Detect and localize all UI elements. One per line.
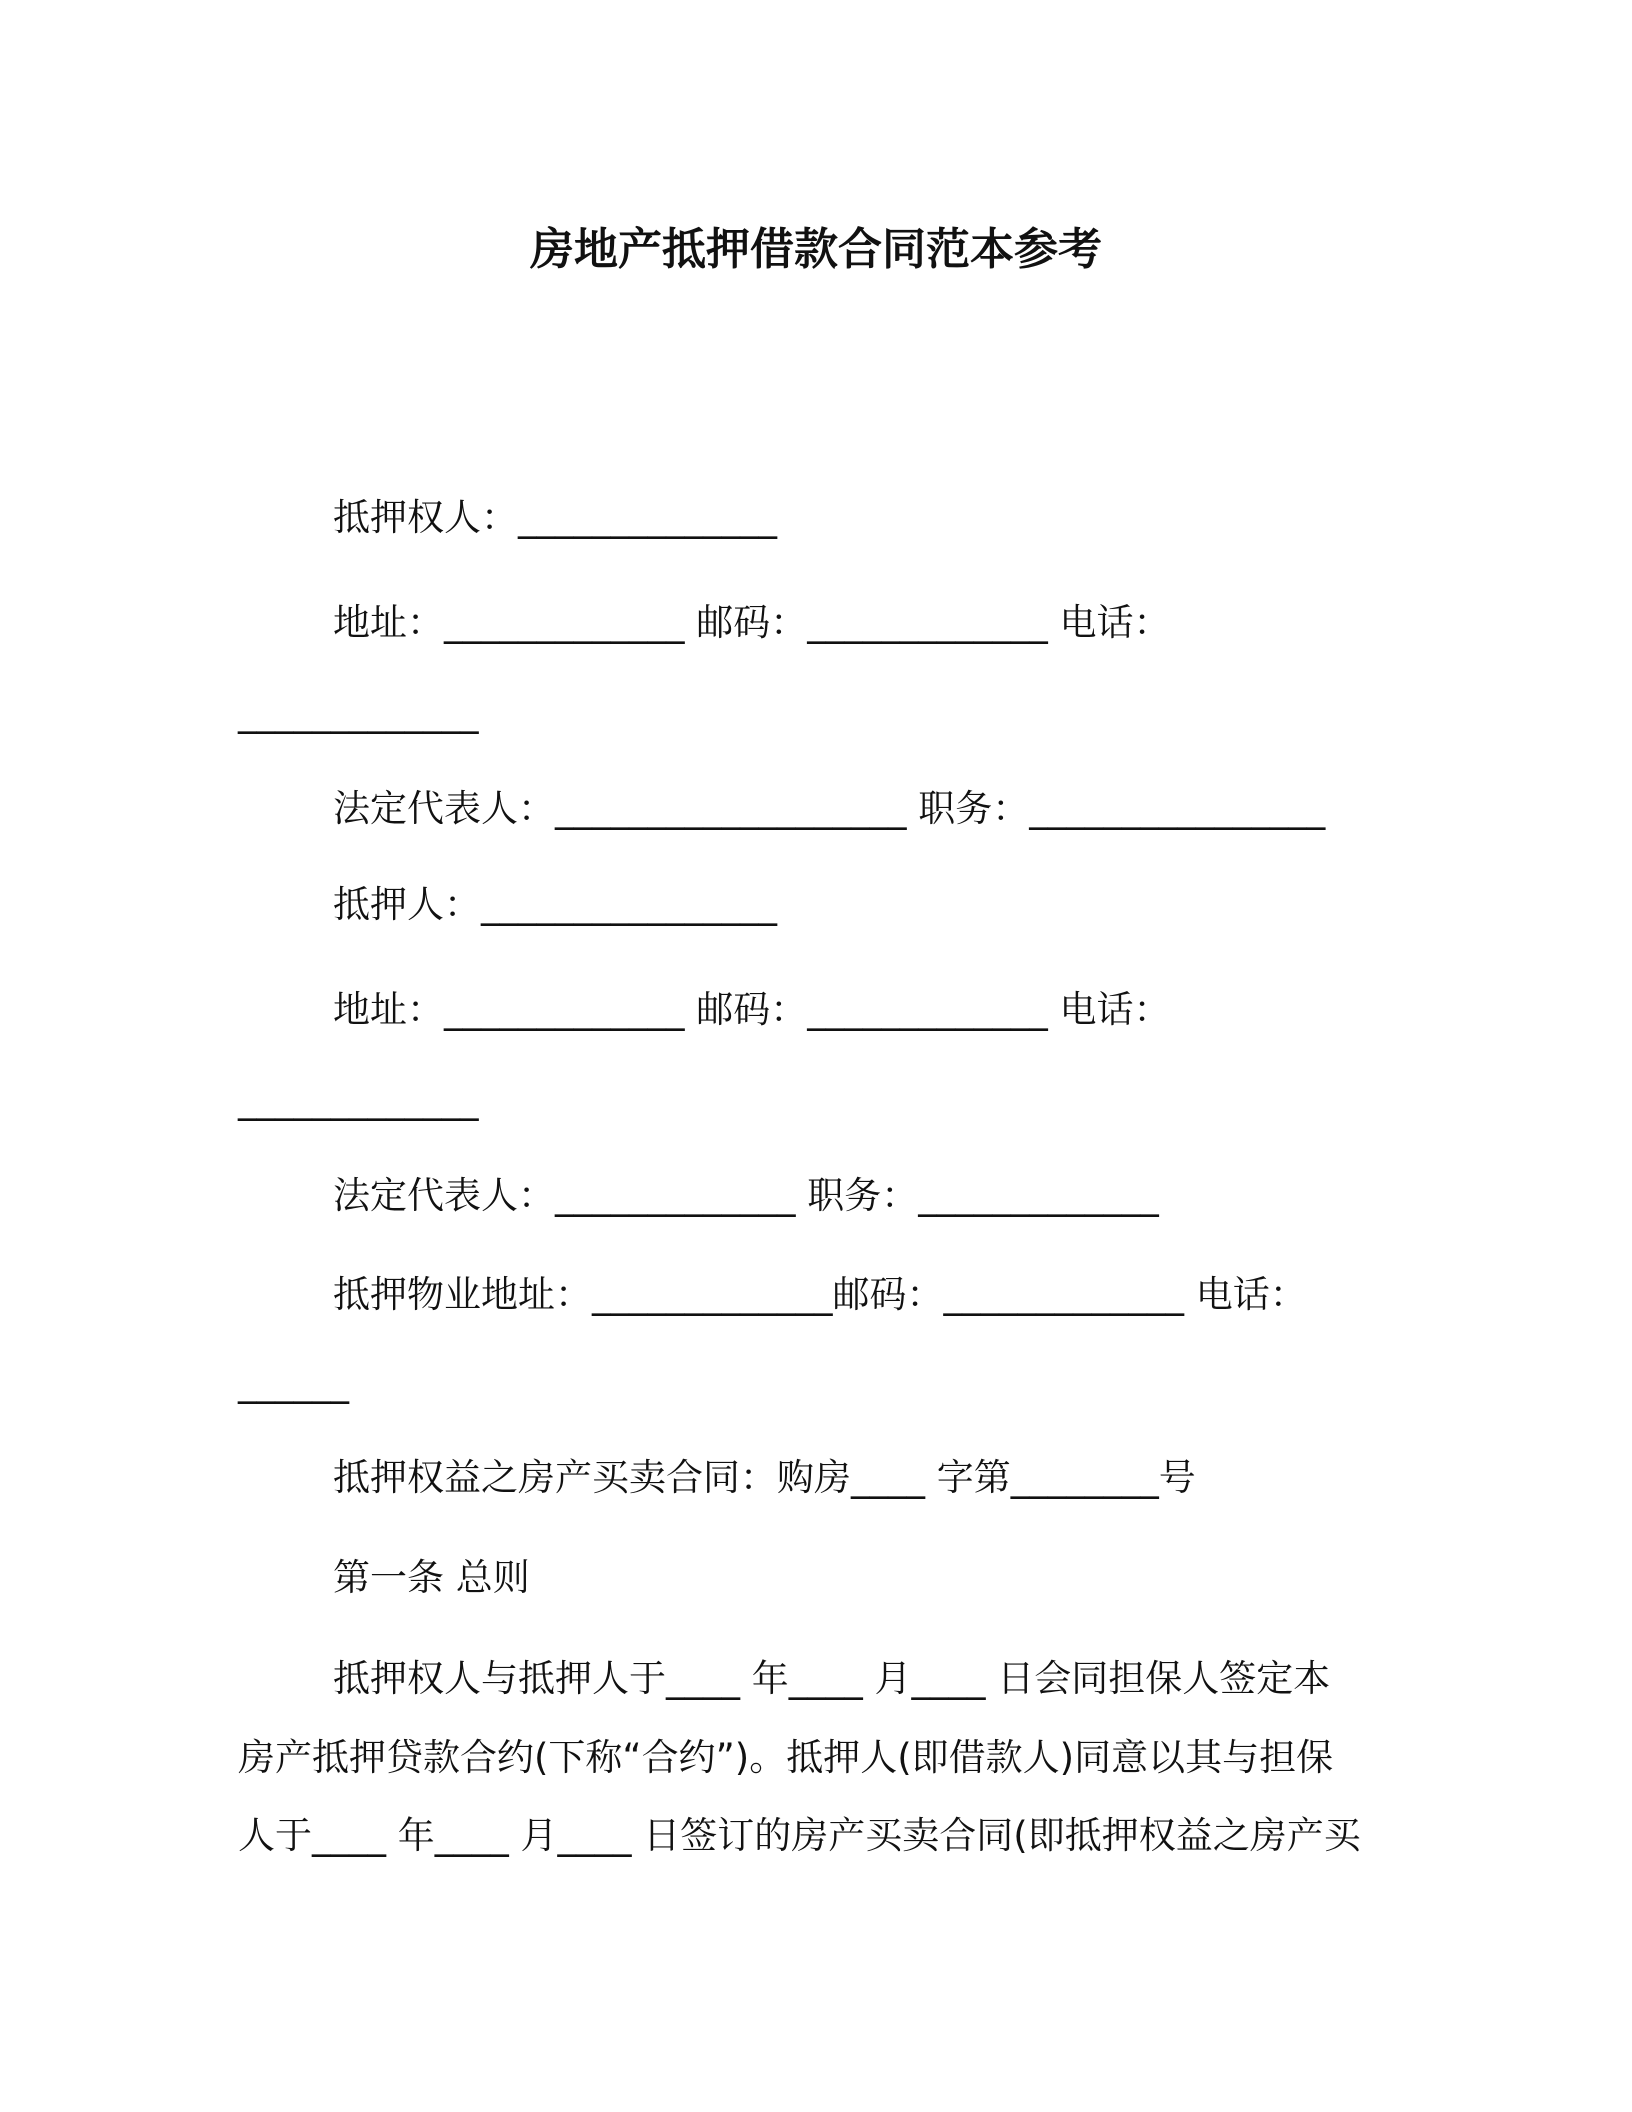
article-one-paragraph-line-1: 抵押权人与抵押人于____ 年____ 月____ 日会同担保人签定本: [333, 1657, 1331, 1700]
document-title: 房地产抵押借款合同范本参考: [530, 224, 1102, 275]
property-address-line: 抵押物业地址：_____________邮码：_____________ 电话：: [333, 1273, 1307, 1316]
mortgagee-representative-line: 法定代表人：___________________ 职务：________________: [333, 787, 1326, 830]
mortgagee-address-line: 地址：_____________ 邮码：_____________ 电话：: [333, 601, 1171, 644]
purchase-contract-line: 抵押权益之房产买卖合同：购房____ 字第________号: [333, 1456, 1196, 1499]
article-one-paragraph-line-3: 人于____ 年____ 月____ 日签订的房产买卖合同(即抵押权益之房产买: [238, 1814, 1361, 1857]
mortgagor-line: 抵押人：________________: [333, 883, 777, 926]
mortgagee-line: 抵押权人：______________: [333, 496, 777, 539]
mortgagor-address-line: 地址：_____________ 邮码：_____________ 电话：: [333, 988, 1171, 1031]
article-one-heading: 第一条 总则: [333, 1556, 530, 1599]
article-one-paragraph-line-2: 房产抵押贷款合约(下称“合约”)。抵押人(即借款人)同意以其与担保: [238, 1736, 1334, 1779]
mortgagee-phone-continuation: _____________: [238, 691, 479, 734]
property-phone-continuation: ______: [238, 1361, 349, 1404]
mortgagor-representative-line: 法定代表人：_____________ 职务：_____________: [333, 1174, 1159, 1217]
mortgagor-phone-continuation: _____________: [238, 1078, 479, 1121]
